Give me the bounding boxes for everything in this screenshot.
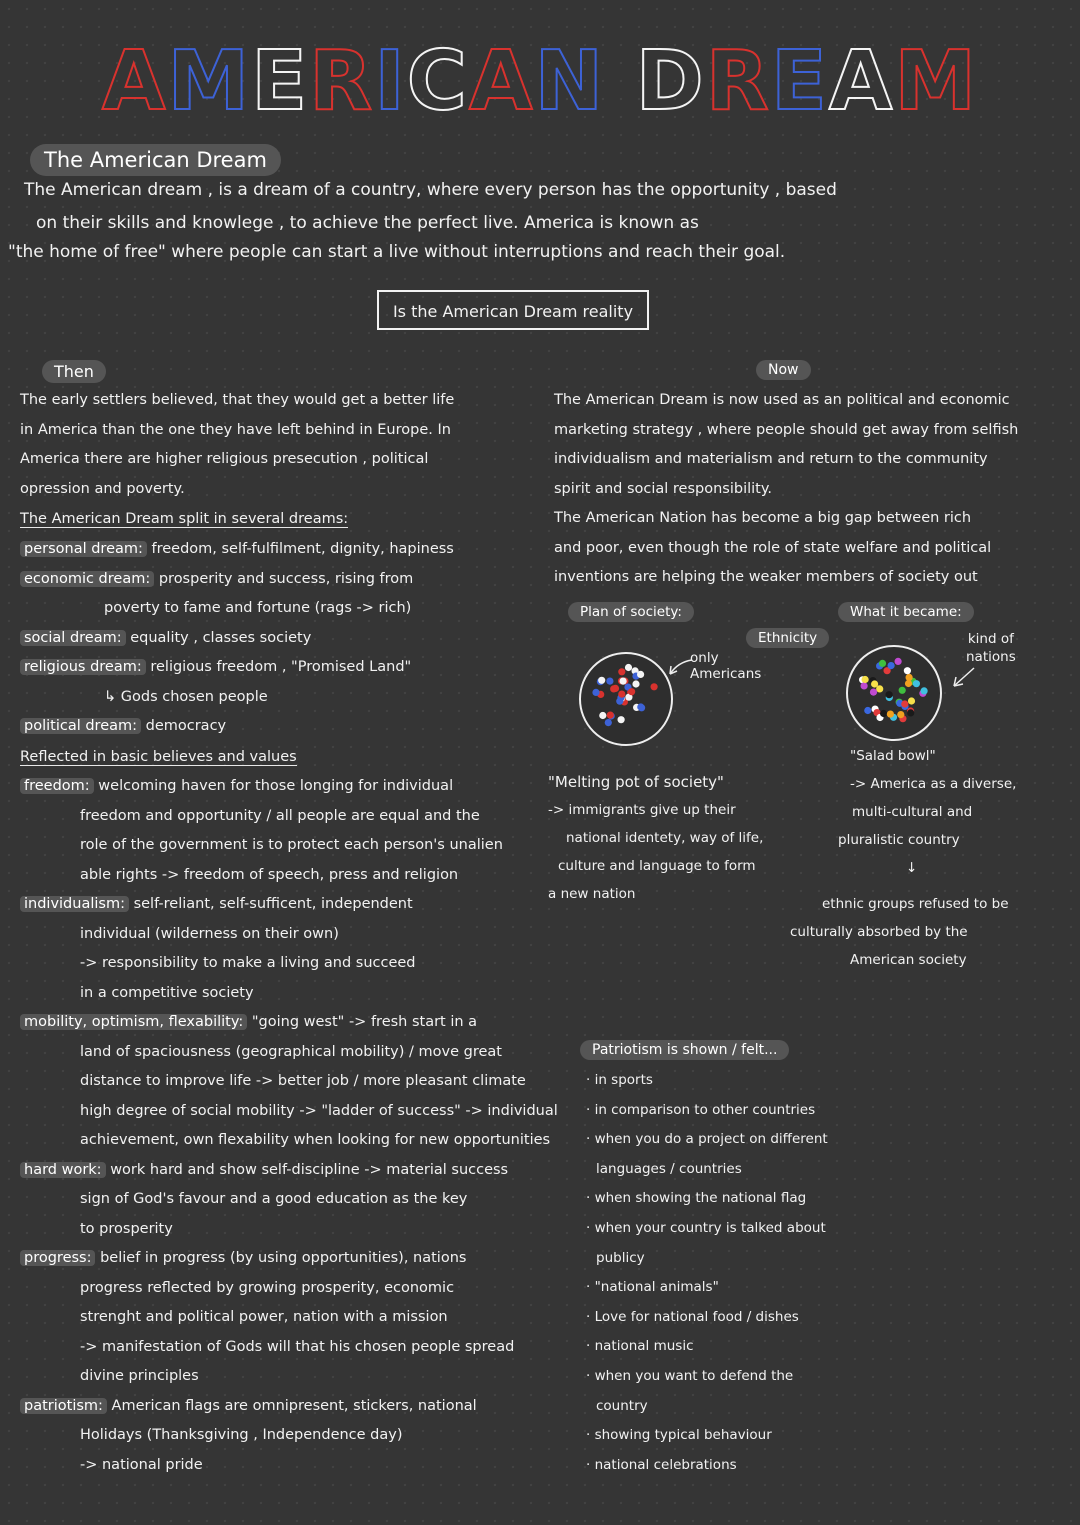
- dot: [599, 712, 606, 719]
- only-americans-label: [690, 650, 761, 682]
- item-text: progress reflected by growing prosperity, economic: [80, 1279, 455, 1296]
- item-text: prosperity and success, rising from: [158, 570, 414, 587]
- title-letter: C: [406, 34, 469, 129]
- item-text: freedom, self-fulfilment, dignity, hapiness: [151, 541, 454, 557]
- melting-pot-line: a new nation: [548, 886, 636, 902]
- list-item: [20, 802, 558, 832]
- list-item: [20, 1067, 558, 1097]
- then-line: in America than the one they have left behind in Europe. In: [20, 421, 451, 438]
- item-text: -> responsibility to make a living and succeed: [80, 955, 416, 971]
- item-text: welcoming haven for those longing for individual: [98, 778, 454, 794]
- list-item: [20, 1421, 558, 1451]
- patriotism-item: · when showing the national flag: [586, 1190, 807, 1207]
- item-text: Holidays (Thanksgiving , Independence day): [80, 1427, 403, 1443]
- dot: [887, 711, 894, 718]
- item-tag: mobility, optimism, flexability:: [20, 1014, 247, 1030]
- now-line: individualism and materialism and return to the community: [554, 451, 988, 467]
- now-heading: Now: [756, 360, 811, 380]
- kind-of-nations-line: kind of: [967, 631, 1014, 647]
- item-tag: economic dream:: [20, 571, 154, 587]
- title-letter: D: [635, 34, 706, 129]
- patriotism-item: · national celebrations: [586, 1456, 737, 1473]
- melting-pot-line: national identety, way of life,: [566, 830, 764, 846]
- became-label: What it became:: [838, 602, 974, 622]
- title-letter: A: [468, 34, 535, 129]
- dot: [620, 678, 627, 685]
- item-tag: religious dream:: [20, 659, 146, 675]
- list-item: [20, 1097, 558, 1127]
- item-text: high degree of social mobility -> "ladder of success" -> individual: [80, 1102, 558, 1119]
- values-heading-text: Reflected in basic believes and values: [20, 749, 297, 765]
- salad-bowl-text-2: [790, 890, 1009, 974]
- dot: [618, 668, 625, 675]
- list-item: [20, 683, 454, 713]
- list-item: [20, 1185, 558, 1215]
- list-item: [20, 772, 558, 802]
- dot: [618, 691, 625, 698]
- title-letter: I: [374, 34, 407, 129]
- question-box: Is the American Dream reality: [377, 290, 649, 330]
- values-heading: [20, 743, 297, 773]
- intro-line-2: on their skills and knowlege , to achieve the perfect live. America is known as: [36, 213, 699, 233]
- item-tag: political dream:: [20, 718, 141, 734]
- list-item: [20, 1274, 558, 1304]
- item-text: distance to improve life -> better job / more pleasant climate: [80, 1073, 526, 1089]
- title-letter: N: [534, 34, 606, 129]
- dot: [605, 719, 612, 726]
- list-item: [20, 861, 558, 891]
- patriotism-item: · "national animals": [586, 1279, 719, 1296]
- item-text: sign of God's favour and a good education as the key: [80, 1191, 468, 1207]
- dot: [907, 709, 914, 716]
- melting-pot-line: "Melting pot of society": [548, 773, 724, 791]
- now-paragraph: [554, 386, 1018, 593]
- item-tag: patriotism:: [20, 1398, 107, 1414]
- split-heading: [20, 505, 348, 535]
- list-item: [20, 979, 558, 1009]
- intro-heading: The American Dream: [30, 144, 281, 176]
- list-item: [20, 890, 558, 920]
- dot: [618, 716, 625, 723]
- dot: [913, 680, 920, 687]
- dot: [895, 658, 902, 665]
- salad-bowl-line: "Salad bowl": [850, 748, 936, 764]
- dot: [880, 710, 887, 717]
- patriotism-item: publicy: [596, 1249, 645, 1266]
- dot: [637, 671, 644, 678]
- dot: [862, 676, 869, 683]
- item-text: ↳ Gods chosen people: [104, 688, 268, 705]
- dot: [904, 667, 911, 674]
- arrow-to-circle-icon: [666, 656, 696, 678]
- melting-pot-line: culture and language to form: [558, 858, 756, 874]
- now-line: inventions are helping the weaker members of society out: [554, 569, 978, 585]
- dot: [592, 689, 599, 696]
- dot: [897, 711, 904, 718]
- list-item: [20, 1451, 558, 1481]
- dot: [899, 687, 906, 694]
- salad-bowl-line: multi-cultural and: [852, 804, 973, 820]
- dot: [870, 689, 877, 696]
- list-item: [20, 1303, 558, 1333]
- item-text: belief in progress (by using opportunities), nations: [100, 1250, 467, 1266]
- melting-pot-dots: [581, 654, 671, 744]
- item-text: land of spaciousness (geographical mobility) / move great: [80, 1043, 502, 1060]
- patriotism-item: · when your country is talked about: [586, 1219, 826, 1236]
- title-letter: E: [251, 34, 310, 129]
- item-tag: personal dream:: [20, 541, 147, 557]
- dot: [637, 703, 644, 710]
- patriotism-item: · in sports: [586, 1072, 653, 1088]
- item-text: democracy: [145, 718, 227, 734]
- now-line: The American Dream is now used as an political and economic: [554, 392, 1010, 408]
- intro-line-1: The American dream , is a dream of a country, where every person has the opportunity , based: [24, 180, 837, 200]
- title-letter: E: [770, 34, 829, 129]
- dot: [905, 680, 912, 687]
- list-item: [20, 1156, 558, 1186]
- list-item: [20, 712, 454, 742]
- then-line: The early settlers believed, that they would get a better life: [20, 392, 455, 408]
- list-item: [20, 624, 454, 654]
- list-item: [20, 1038, 558, 1068]
- title-letter: M: [894, 34, 978, 129]
- split-heading-text: The American Dream split in several dreams:: [20, 511, 349, 527]
- item-text: -> manifestation of Gods will that his chosen people spread: [80, 1338, 515, 1355]
- item-tag: freedom:: [20, 778, 94, 794]
- list-item: [20, 831, 558, 861]
- dot: [651, 683, 658, 690]
- only-americans-line: only: [690, 650, 719, 666]
- patriotism-item: · in comparison to other countries: [586, 1101, 816, 1118]
- melting-pot-line: -> immigrants give up their: [548, 802, 736, 818]
- item-text: self-reliant, self-sufficent, independent: [133, 896, 413, 912]
- salad-bowl-line: American society: [850, 952, 967, 968]
- then-paragraph: [20, 386, 454, 504]
- list-item: [20, 949, 558, 979]
- list-item: [20, 1362, 558, 1392]
- item-text: role of the government is to protect each person's unalien: [80, 837, 503, 853]
- now-line: The American Nation has become a big gap between rich: [554, 510, 972, 526]
- dot: [632, 680, 639, 687]
- now-line: marketing strategy , where people should get away from selfish: [554, 421, 1019, 438]
- dot: [628, 688, 635, 695]
- item-tag: progress:: [20, 1250, 95, 1266]
- dot: [921, 687, 928, 694]
- kind-of-nations-label: [966, 630, 1016, 666]
- dot: [598, 677, 605, 684]
- item-text: strenght and political power, nation with a mission: [80, 1309, 448, 1325]
- item-text: work hard and show self-discipline -> material success: [110, 1161, 509, 1178]
- dot: [879, 660, 886, 667]
- item-text: individual (wilderness on their own): [80, 925, 339, 942]
- title-letter: A: [828, 34, 895, 129]
- item-text: equality , classes society: [130, 629, 312, 646]
- list-item: [20, 535, 454, 565]
- dot: [864, 707, 871, 714]
- dot: [625, 664, 632, 671]
- patriotism-heading: Patriotism is shown / felt...: [580, 1040, 789, 1060]
- list-item: [20, 1215, 558, 1245]
- now-line: spirit and social responsibility.: [554, 480, 772, 497]
- salad-bowl-dots: [848, 647, 940, 739]
- dot: [610, 685, 617, 692]
- title-letter: [605, 34, 636, 129]
- dot: [901, 700, 908, 707]
- patriotism-item: · Love for national food / dishes: [586, 1308, 799, 1325]
- salad-bowl-line: culturally absorbed by the: [790, 924, 968, 940]
- salad-bowl-line: ethnic groups refused to be: [822, 896, 1009, 912]
- item-tag: individualism:: [20, 896, 129, 912]
- list-item: [20, 565, 454, 595]
- melting-pot-circle: [579, 652, 673, 746]
- dot: [888, 662, 895, 669]
- then-line: opression and poverty.: [20, 480, 185, 497]
- item-text: achievement, own flexability when looking for new opportunities: [80, 1132, 551, 1148]
- item-text: freedom and opportunity / all people are equal and the: [80, 807, 480, 824]
- dot: [886, 691, 893, 698]
- item-text: in a competitive society: [80, 984, 254, 1001]
- then-line: America there are higher religious presecution , political: [20, 451, 429, 467]
- dot: [871, 680, 878, 687]
- list-item: [20, 1392, 558, 1422]
- title-letter: M: [167, 34, 252, 129]
- dot: [908, 697, 915, 704]
- patriotism-item: · national music: [586, 1338, 694, 1355]
- patriotism-list: [586, 1066, 828, 1480]
- page-title: [0, 34, 1080, 129]
- plan-label: Plan of society:: [568, 602, 694, 622]
- patriotism-item: · when you want to defend the: [586, 1367, 794, 1384]
- list-item: [20, 920, 558, 950]
- salad-bowl-line: -> America as a diverse,: [850, 776, 1017, 792]
- list-item: [20, 653, 454, 683]
- salad-bowl-line: ↓: [906, 860, 918, 876]
- only-americans-line: Americans: [690, 666, 762, 682]
- item-text: religious freedom , "Promised Land": [150, 659, 412, 675]
- values-list: [20, 772, 558, 1480]
- salad-bowl-line: pluralistic country: [838, 832, 960, 848]
- list-item: [20, 1244, 558, 1274]
- list-item: [20, 1008, 558, 1038]
- kind-of-nations-line: nations: [966, 649, 1016, 665]
- item-tag: hard work:: [20, 1162, 106, 1178]
- list-item: [20, 1126, 558, 1156]
- item-tag: social dream:: [20, 630, 126, 646]
- dot: [606, 678, 613, 685]
- item-text: divine principles: [80, 1368, 199, 1384]
- dreams-list: [20, 535, 454, 742]
- title-letter: R: [705, 34, 771, 129]
- list-item: [20, 594, 454, 624]
- patriotism-item: country: [596, 1397, 648, 1414]
- dot: [607, 712, 614, 719]
- dot: [861, 682, 868, 689]
- list-item: [20, 1333, 558, 1363]
- ethnicity-label: Ethnicity: [746, 628, 829, 648]
- dot: [906, 674, 913, 681]
- then-heading: Then: [42, 360, 106, 383]
- arrow-to-circle-icon: [948, 664, 978, 690]
- intro-line-3: "the home of free" where people can start a live without interruptions and reach their goal.: [8, 242, 786, 262]
- item-text: to prosperity: [80, 1220, 173, 1237]
- salad-bowl-circle: [846, 645, 942, 741]
- item-text: able rights -> freedom of speech, press and religion: [80, 866, 459, 883]
- item-text: poverty to fame and fortune (rags -> rich): [104, 600, 412, 616]
- item-text: "going west" -> fresh start in a: [251, 1014, 478, 1030]
- title-letter: A: [102, 34, 168, 129]
- item-text: -> national pride: [80, 1456, 203, 1473]
- melting-pot-text: [548, 768, 763, 908]
- patriotism-item: · showing typical behaviour: [586, 1427, 772, 1444]
- title-letter: R: [309, 34, 375, 129]
- patriotism-item: languages / countries: [596, 1160, 742, 1177]
- item-text: American flags are omnipresent, stickers, national: [111, 1397, 477, 1414]
- salad-bowl-text: [832, 742, 1016, 882]
- now-line: and poor, even though the role of state welfare and political: [554, 539, 992, 556]
- patriotism-item: · when you do a project on different: [586, 1131, 828, 1148]
